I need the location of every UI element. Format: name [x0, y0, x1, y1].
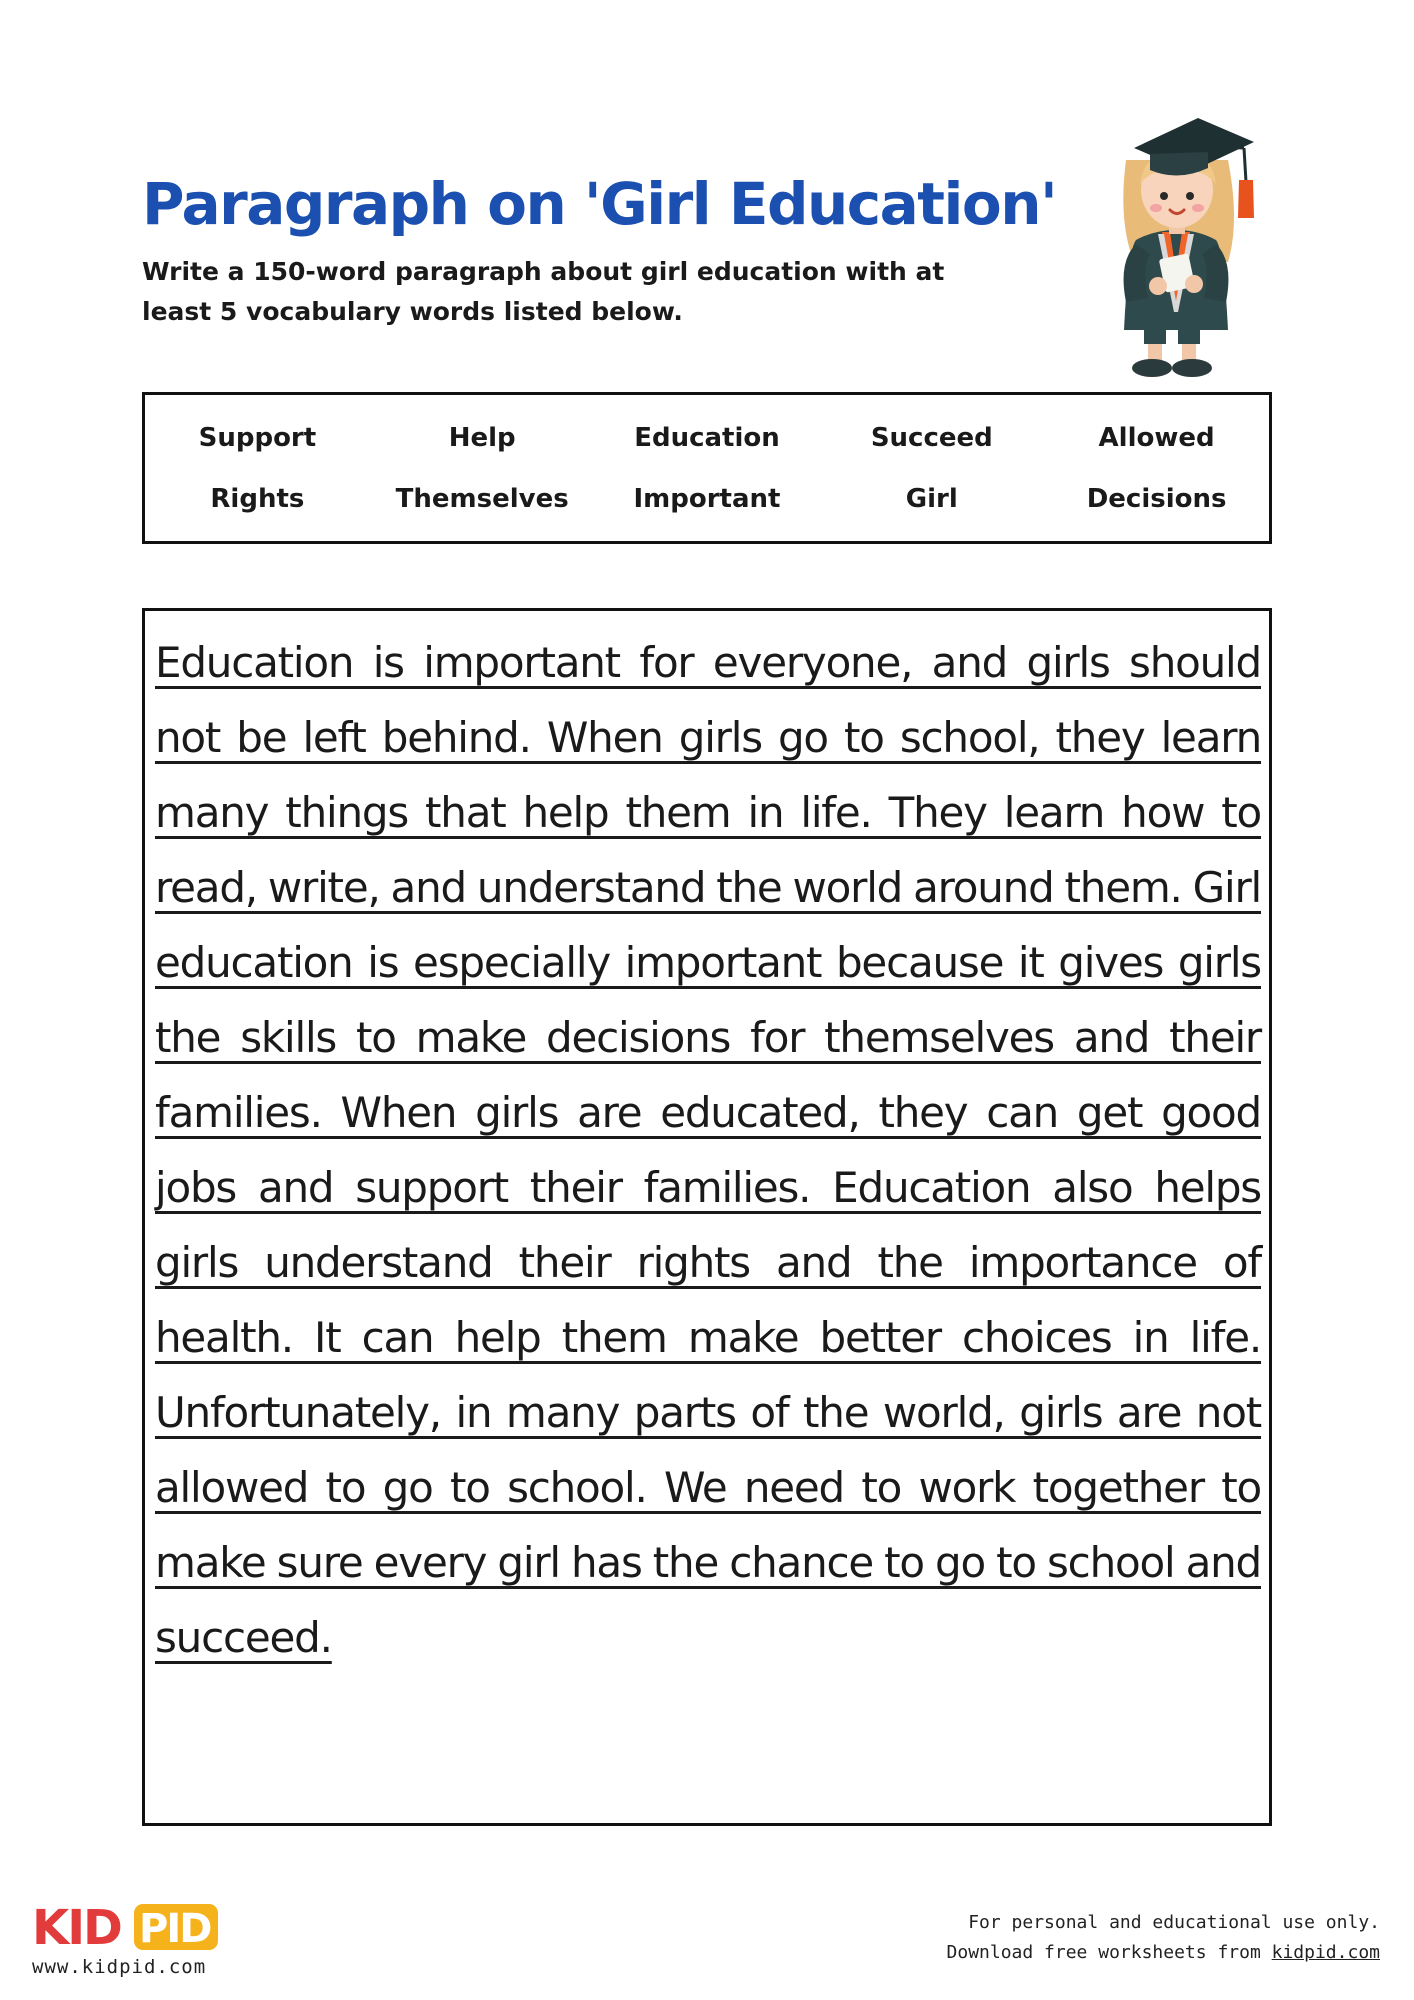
vocab-word: Rights [210, 483, 305, 514]
footer-line-1: For personal and educational use only. [968, 1912, 1380, 1933]
instructions: Write a 150-word paragraph about girl education with at least 5 vocabulary words listed below. [142, 257, 945, 326]
vocab-word: Allowed [1098, 422, 1215, 453]
svg-text:KID: KID [32, 1900, 121, 1954]
footer-line-2 [947, 1938, 1380, 1968]
vocabulary-box [142, 392, 1272, 544]
vocabulary-grid [145, 395, 1269, 541]
footer-line-2-prefix: Download free worksheets from [946, 1942, 1272, 1963]
vocab-word: Support [198, 422, 317, 453]
paragraph-text: Education is important for everyone, and girls should not be left behind. When girls go to school, they learn many things that help them in life. They learn how to read, write, and understand the world around them. Girl education is especially important because it gives girls the skills to make decisions for themselves and their families. When girls are educated, they can get good jobs and support their families. Education also helps girls understand their rights and the importance of health. It can help them make better choices in life. Unfortunately, in many parts of the world, girls are not allowed to go to school. We need to work together to make sure every girl has the chance to go to school and succeed. [155, 638, 1261, 1662]
logo-url: www.kidpid.com [32, 1956, 207, 1978]
vocab-word: Help [448, 422, 516, 453]
paragraph-box [142, 608, 1272, 1826]
vocab-word: Succeed [870, 422, 993, 453]
vocab-word: Decisions [1086, 483, 1227, 514]
vocab-word: Themselves [395, 483, 569, 514]
vocab-word: Important [633, 483, 781, 514]
svg-text:PID: PID [139, 1906, 211, 1952]
kidpid-link[interactable]: kidpid.com [1271, 1942, 1380, 1963]
footer-notice [947, 1908, 1380, 1968]
kidpid-logo [30, 1898, 220, 1954]
vocab-word: Education [634, 422, 780, 453]
vocab-word: Girl [905, 483, 958, 514]
page-title: Paragraph on 'Girl Education' [142, 170, 1057, 238]
graduate-girl-icon [1078, 72, 1278, 380]
